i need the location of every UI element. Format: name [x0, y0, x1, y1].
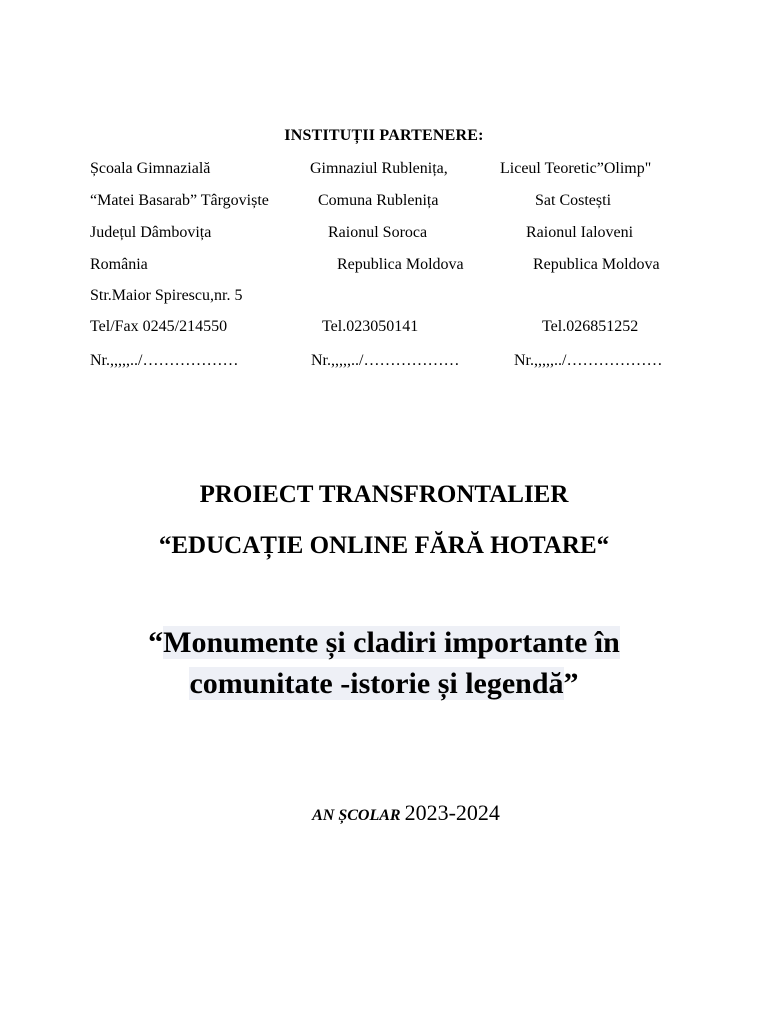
partner-3-phone: Tel.026851252 [542, 318, 639, 335]
project-title: PROIECT TRANSFRONTALIER [199, 481, 569, 508]
partner-2-registration: Nr.,,,,,../……………… [311, 352, 460, 369]
school-year-value: 2023-2024 [404, 800, 500, 825]
theme-close-quote: ” [563, 667, 579, 700]
school-year-label: AN ȘCOLAR [312, 807, 401, 824]
partner-3-country: Republica Moldova [533, 256, 660, 273]
partners-heading: INSTITUȚII PARTENERE: [284, 127, 484, 144]
project-theme-line-2 [0, 665, 768, 703]
partner-3-district: Raionul Ialoveni [526, 224, 634, 241]
partner-1-district: Județul Dâmbovița [90, 224, 212, 241]
partner-1-phone: Tel/Fax 0245/214550 [90, 318, 228, 335]
partner-2-name: Gimnaziul Rublenița, [310, 160, 448, 177]
partner-3-name: Liceul Teoretic”Olimp" [500, 160, 652, 177]
partner-2-name-line2: Comuna Rublenița [318, 192, 439, 209]
partner-3-registration: Nr.,,,,,../……………… [514, 352, 663, 369]
partner-2-district: Raionul Soroca [328, 224, 428, 241]
theme-text-line-2: comunitate -istorie și legendă [189, 667, 564, 700]
partner-1-name-line2: “Matei Basarab” Târgoviște [90, 192, 269, 209]
theme-text-line-1: Monumente și cladiri importante în [163, 626, 620, 659]
partner-3-name-line2: Sat Costești [535, 192, 612, 209]
theme-open-quote: “ [148, 626, 164, 659]
project-theme-line-1 [0, 624, 768, 662]
partner-1-registration: Nr.,,,,,../……………… [90, 352, 239, 369]
partner-1-name: Școala Gimnazială [90, 160, 211, 177]
project-subtitle: “EDUCAȚIE ONLINE FĂRĂ HOTARE“ [158, 532, 610, 559]
partner-1-country: România [90, 256, 148, 273]
school-year [0, 800, 768, 826]
partner-2-phone: Tel.023050141 [322, 318, 419, 335]
partner-1-address: Str.Maior Spirescu,nr. 5 [90, 287, 243, 304]
partner-2-country: Republica Moldova [337, 256, 464, 273]
